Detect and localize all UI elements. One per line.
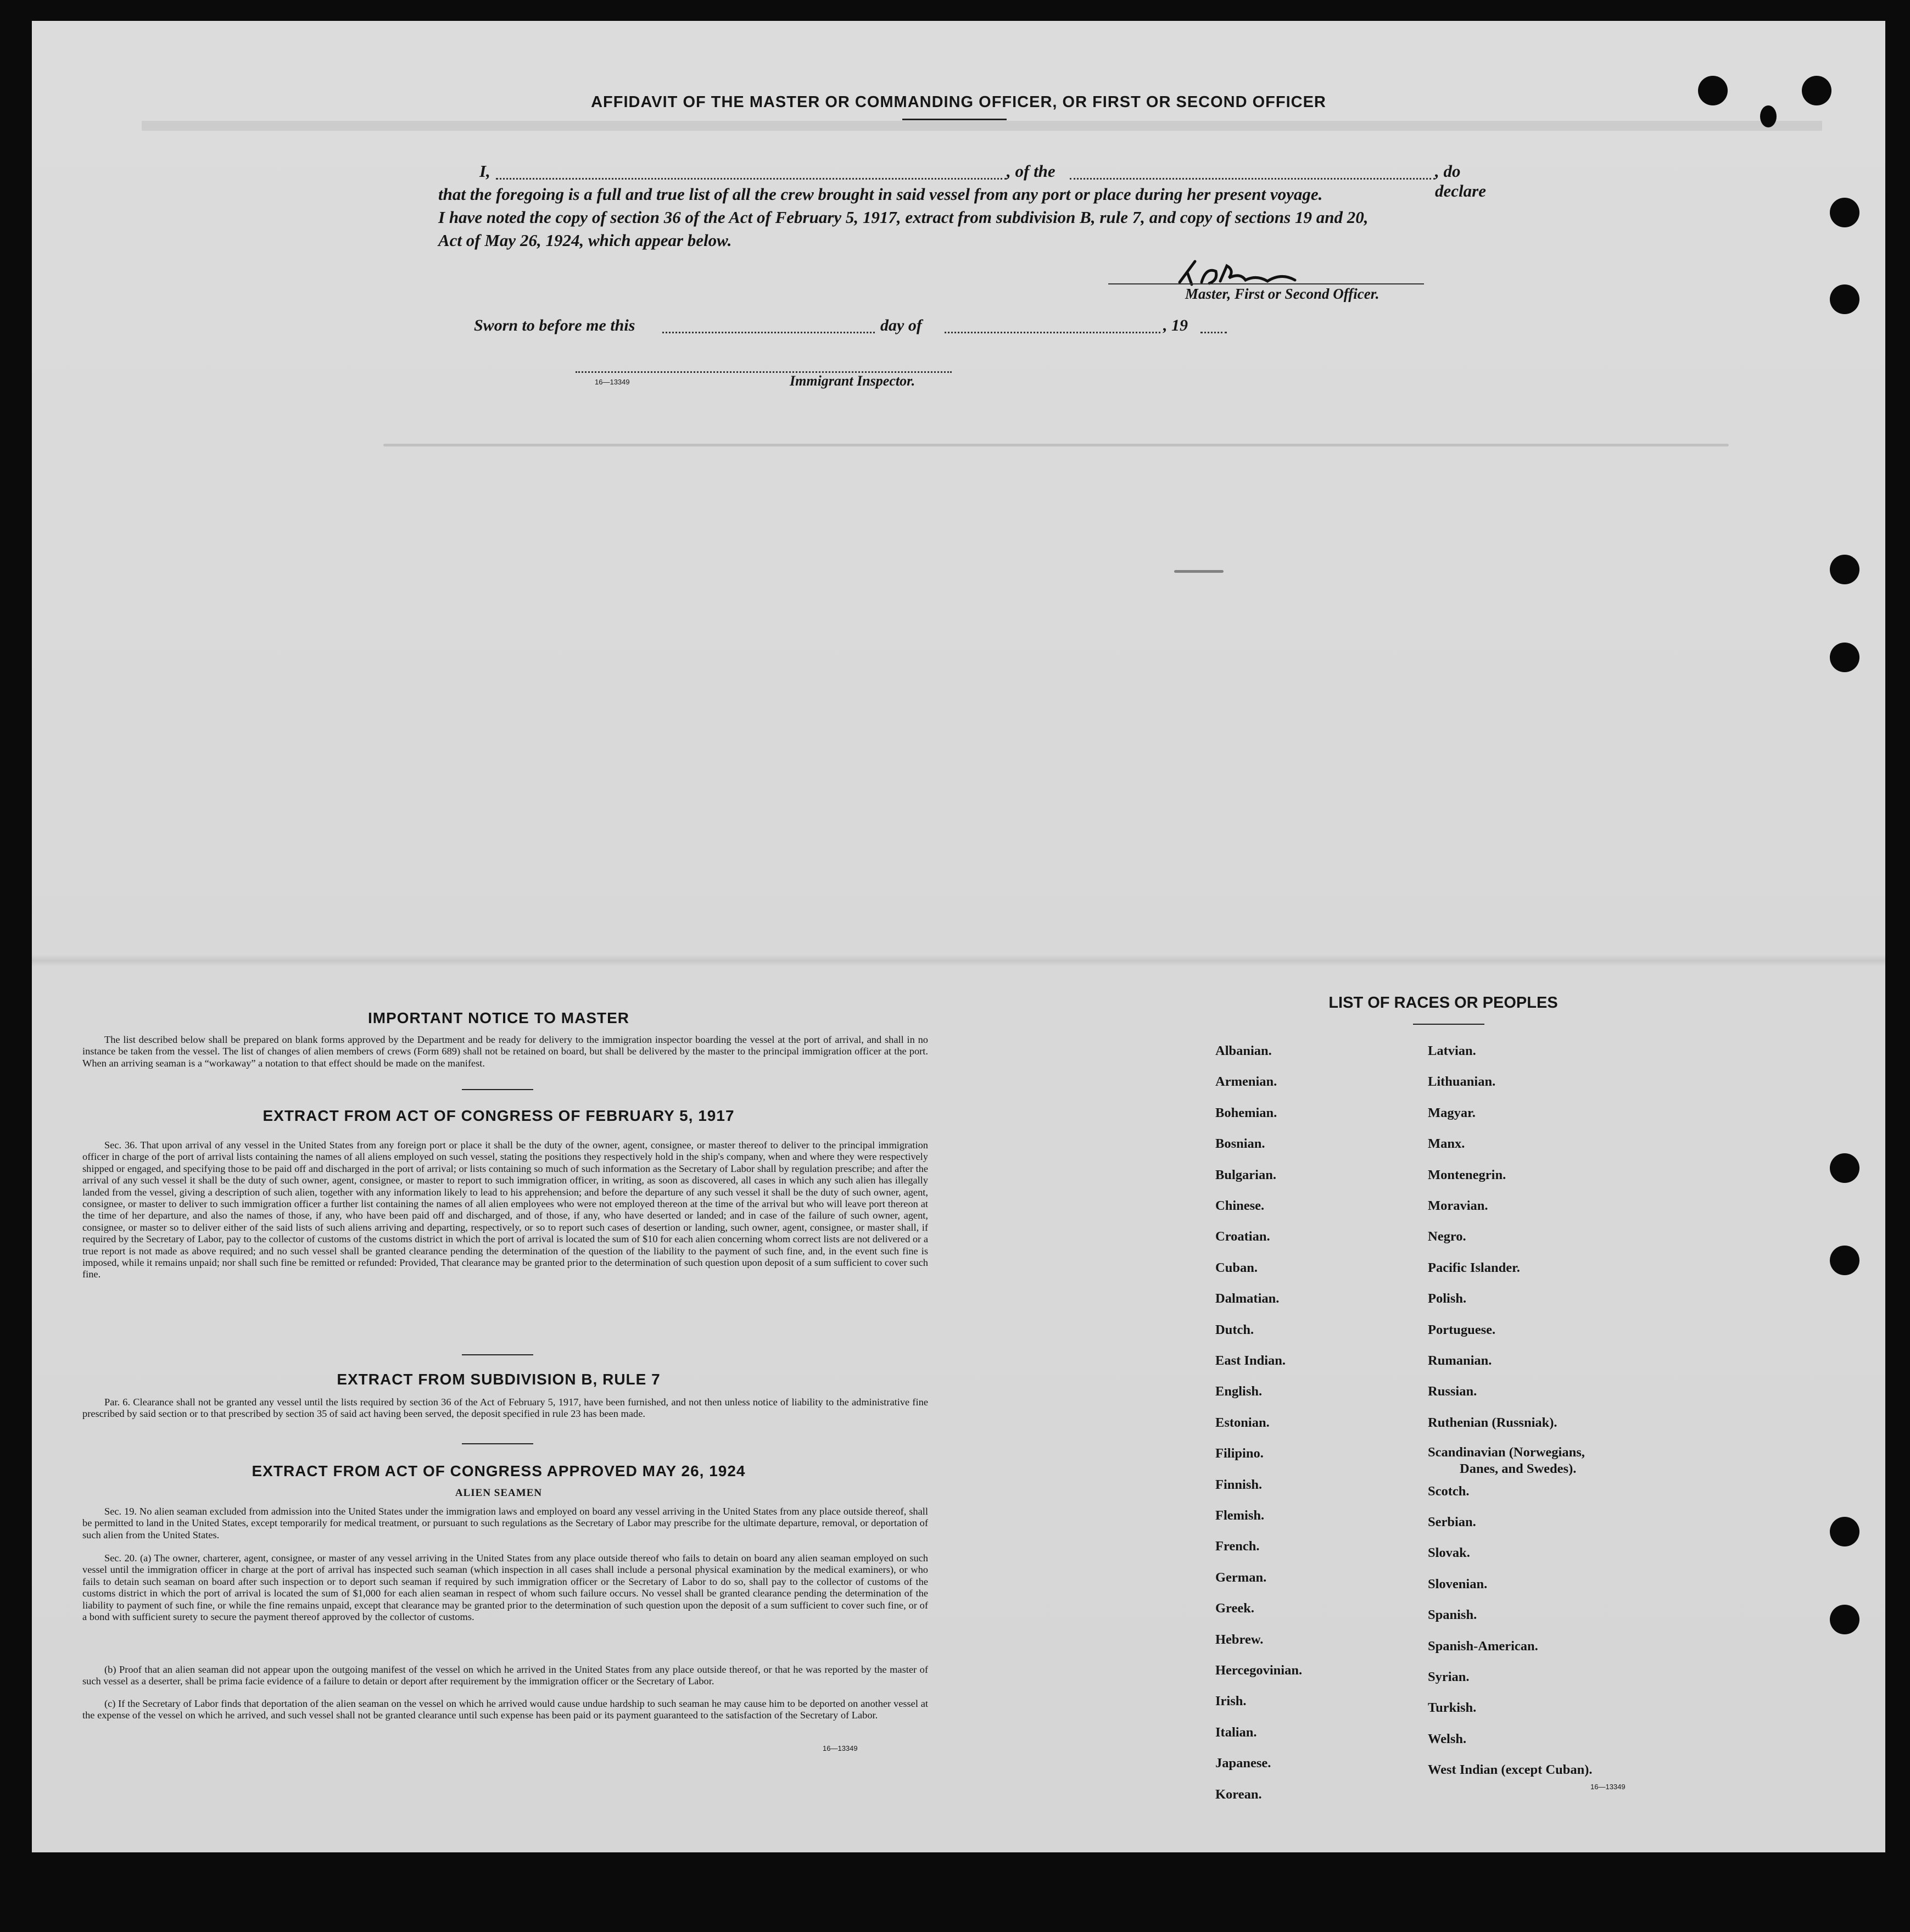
- signature-label: Master, First or Second Officer.: [1185, 286, 1380, 302]
- extract-rule7-text: Par. 6. Clearance shall not be granted any vessel until the lists required by section 36 of the Act of February 5, 1917, have been furnished, and not then unless notice of liability to the administrative fine prescribed by said section or to that prescribed by section 35 of said act having been served, the deposit specified in rule 23 has been made.: [82, 1397, 928, 1420]
- master-name-field[interactable]: [496, 178, 1007, 180]
- document-page: [32, 21, 1885, 1852]
- race-item: English.: [1215, 1384, 1263, 1399]
- extract-rule7-title: EXTRACT FROM SUBDIVISION B, RULE 7: [337, 1371, 661, 1388]
- race-item: Slovenian.: [1428, 1577, 1488, 1592]
- affidavit-line-3: I have noted the copy of section 36 of the Act of February 5, 1917, extract from subdivision B, rule 7, and copy of sections 19 and 20,: [438, 208, 1369, 227]
- punch-hole: [1760, 105, 1777, 127]
- sworn-year-field[interactable]: [1200, 332, 1227, 333]
- race-item: Greek.: [1215, 1601, 1254, 1616]
- bleed-through-band: [142, 121, 1822, 131]
- sec-19-text: Sec. 19. No alien seaman excluded from admission into the United States under the immigration laws and employed on board any vessel arriving in the United States from any place outside thereof, shall be permitted to land in the United States, except temporarily for medical treatment, or pursuant to such regulations as the Secretary of Labor may prescribe for the ultimate departure, removal, or deportation of such alien from the United States.: [82, 1506, 928, 1540]
- race-item: Negro.: [1428, 1229, 1466, 1244]
- race-item: Slovak.: [1428, 1545, 1470, 1560]
- race-item: Bosnian.: [1215, 1136, 1265, 1151]
- punch-hole: [1830, 1517, 1859, 1546]
- race-item: Croatian.: [1215, 1229, 1270, 1244]
- punch-hole: [1830, 198, 1859, 227]
- sworn-label: Sworn to before me this: [474, 316, 635, 334]
- sec-20a-text: Sec. 20. (a) The owner, charterer, agent, consignee, or master of any vessel arriving in the United States from any place outside thereof who fails to detain on board any alien seaman employed on such vessel until the immigration officer in charge at the port of arrival has inspected such seaman (which inspection in all cases shall include a personal physical examination by the medical examiners), or who fails to detain such seaman on board after such inspection or to deport such seaman if required by such immigration officer or the Secretary of Labor to do so, shall pay to the collector of customs of the customs district in which the port of arrival is located the sum of $1,000 for each alien seaman in respect of whom such failure occurs. No vessel shall be granted clearance pending the determination of the liability to payment of such fine, or while the fine remains unpaid, except that clearance may be granted prior to the determination of such question upon the deposit of a sum sufficient to cover such fine, or of a bond with sufficient surety to secure the payment thereof approved by the collector of customs.: [82, 1553, 928, 1623]
- form-number: 16—13349: [823, 1744, 858, 1752]
- race-item: Hebrew.: [1215, 1632, 1264, 1647]
- race-item: Chinese.: [1215, 1198, 1265, 1213]
- race-item: Serbian.: [1428, 1515, 1476, 1529]
- vessel-name-field[interactable]: [1070, 178, 1435, 180]
- race-item: Dutch.: [1215, 1322, 1254, 1337]
- race-item: Scandinavian (Norwegians,: [1428, 1445, 1585, 1460]
- race-item: Flemish.: [1215, 1508, 1265, 1523]
- race-item: Hercegovinian.: [1215, 1663, 1303, 1678]
- race-item: Korean.: [1215, 1787, 1262, 1802]
- race-item: Bulgarian.: [1215, 1168, 1276, 1182]
- sec-20b-text: (b) Proof that an alien seaman did not appear upon the outgoing manifest of the vessel on which he arrived in the United States from any place outside thereof, or that he was reported by the master of such vessel as a deserter, shall be prima facie evidence of a failure to detain or deport after requirement by the immigration officer or the Secretary of Labor.: [82, 1664, 928, 1687]
- affidavit-i: I,: [479, 161, 490, 181]
- race-item: West Indian (except Cuban).: [1428, 1762, 1593, 1777]
- affidavit-title: AFFIDAVIT OF THE MASTER OR COMMANDING OFFICER, OR FIRST OR SECOND OFFICER: [591, 93, 1326, 111]
- race-item: Albanian.: [1215, 1043, 1272, 1058]
- page-fold: [32, 954, 1885, 967]
- extract-1917-text: Sec. 36. That upon arrival of any vessel in the United States from any foreign port or place it shall be the duty of the owner, agent, consignee, or master thereof to deliver to the principal immigration officer in charge of the port of arrival lists containing the names of all aliens employed on such vessel, stating the positions they respectively hold in the ship's company, when and where they were respectively shipped or engaged, and specifying those to be paid off and discharged in the port of arrival; or lists containing so much of such information as the Secretary of Labor shall by regulation prescribe; and after the arrival of any such vessel it shall be the duty of such owner, agent, consignee, or master to report to such immigration officer, in writing, as soon as discovered, all cases in which any such alien has illegally landed from the vessel, giving a description of such alien, together with any information likely to lead to his apprehension; and before the departure of any such vessel it shall be the duty of such owner, agent, consignee, or master to deliver to such immigration officer a further list containing the names of all alien employees who were not employed thereon at the time of the arrival but who will leave port thereon at the time of her departure, and also the names of those, if any, who have been paid off and discharged, and of those, if any, who have deserted or landed; and in case of the failure of such owner, agent, consignee, or master so to deliver either of the said lists of such aliens arriving and departing, respectively, or so to report such cases of desertion or landing, such owner, agent, consignee, or master shall, if required by the Secretary of Labor, pay to the collector of customs of the customs district in which the port of arrival is located the sum of $10 for each alien concerning whom correct lists are not delivered or a true report is not made as above required; and no such vessel shall be granted clearance pending the determination of the question of the liability to the payment of such fine, and, in the event such fine is imposed, while it remains unpaid; nor shall such fine be remitted or refunded: Provided, That clearance may be granted prior to the determination of such question upon deposit of a sum sufficient to cover such fine.: [82, 1140, 928, 1280]
- affidavit-line-2: that the foregoing is a full and true list of all the crew brought in said vessel from any port or place during her present voyage.: [438, 185, 1323, 204]
- race-item: Montenegrin.: [1428, 1168, 1506, 1182]
- signature-line[interactable]: [1108, 283, 1424, 284]
- stray-mark: [1174, 570, 1224, 573]
- race-item: Japanese.: [1215, 1756, 1271, 1771]
- race-item: Danes, and Swedes).: [1460, 1461, 1577, 1476]
- section-divider: [462, 1089, 533, 1090]
- race-item: Filipino.: [1215, 1446, 1264, 1461]
- form-number: 16—13349: [1590, 1783, 1626, 1791]
- race-item: Rumanian.: [1428, 1353, 1492, 1368]
- race-item: Spanish.: [1428, 1607, 1477, 1622]
- inspector-label: Immigrant Inspector.: [790, 373, 915, 389]
- extract-1924-title: EXTRACT FROM ACT OF CONGRESS APPROVED MAY 26, 1924: [252, 1462, 746, 1479]
- title-underline: [1413, 1024, 1484, 1025]
- section-divider: [462, 1443, 533, 1444]
- race-item: Cuban.: [1215, 1260, 1258, 1275]
- race-item: Ruthenian (Russniak).: [1428, 1415, 1557, 1430]
- bleed-through-line: [383, 444, 1729, 446]
- race-item: Moravian.: [1428, 1198, 1488, 1213]
- punch-hole: [1802, 76, 1831, 105]
- race-item: Portuguese.: [1428, 1322, 1496, 1337]
- race-item: Scotch.: [1428, 1484, 1470, 1499]
- sworn-month-field[interactable]: [945, 332, 1160, 333]
- title-underline: [902, 119, 1007, 120]
- form-number: 16—13349: [595, 378, 630, 386]
- race-item: Manx.: [1428, 1136, 1465, 1151]
- race-item: Lithuanian.: [1428, 1074, 1496, 1089]
- sec-20c-text: (c) If the Secretary of Labor finds that deportation of the alien seaman on the vessel on which he arrived would cause undue hardship to such seaman he may cause him to be deported on another vessel at the expense of the vessel on which he arrived, and such vessel shall not be granted clearance until such expense has been paid or its payment guaranteed to the satisfaction of the Secretary of Labor.: [82, 1698, 928, 1721]
- race-item: Irish.: [1215, 1694, 1247, 1708]
- race-item: Pacific Islander.: [1428, 1260, 1520, 1275]
- punch-hole: [1830, 643, 1859, 672]
- notice-text: The list described below shall be prepared on blank forms approved by the Department and be ready for delivery to the immigration inspector boarding the vessel at the port of arrival, and shall in no instance be taken from the vessel. The list of changes of alien members of crews (Form 689) shall not be retained on board, but shall be delivered by the master to the principal immigration officer at the port. When an arriving seaman is a “workaway” a notation to that effect should be made on the manifest.: [82, 1034, 928, 1069]
- punch-hole: [1830, 284, 1859, 314]
- sworn-day-field[interactable]: [662, 332, 875, 333]
- race-item: Latvian.: [1428, 1043, 1476, 1058]
- punch-hole: [1830, 555, 1859, 584]
- race-item: Spanish-American.: [1428, 1639, 1538, 1654]
- race-item: Russian.: [1428, 1384, 1477, 1399]
- race-item: Polish.: [1428, 1291, 1467, 1306]
- race-item: Finnish.: [1215, 1477, 1263, 1492]
- race-item: Welsh.: [1428, 1732, 1467, 1746]
- section-divider: [462, 1354, 533, 1355]
- affidavit-declare: , do declare: [1435, 161, 1486, 200]
- notice-title: IMPORTANT NOTICE TO MASTER: [367, 1009, 630, 1026]
- race-item: East Indian.: [1215, 1353, 1286, 1368]
- alien-seamen-subtitle: ALIEN SEAMEN: [455, 1487, 543, 1499]
- race-item: French.: [1215, 1539, 1260, 1554]
- punch-hole: [1830, 1605, 1859, 1634]
- race-item: Bohemian.: [1215, 1105, 1277, 1120]
- affidavit-of-the: , of the: [1007, 161, 1055, 181]
- affidavit-line-4: Act of May 26, 1924, which appear below.: [438, 231, 732, 250]
- race-item: Turkish.: [1428, 1700, 1477, 1715]
- race-item: Armenian.: [1215, 1074, 1277, 1089]
- punch-hole: [1830, 1246, 1859, 1275]
- race-item: Dalmatian.: [1215, 1291, 1280, 1306]
- punch-hole: [1830, 1153, 1859, 1183]
- year-label: , 19: [1163, 316, 1188, 334]
- races-title: LIST OF RACES OR PEOPLES: [1328, 994, 1558, 1012]
- race-item: Syrian.: [1428, 1669, 1470, 1684]
- race-item: German.: [1215, 1570, 1267, 1585]
- race-item: Magyar.: [1428, 1105, 1476, 1120]
- punch-hole: [1698, 76, 1728, 105]
- day-of-label: day of: [880, 316, 922, 334]
- race-item: Estonian.: [1215, 1415, 1270, 1430]
- extract-1917-title: EXTRACT FROM ACT OF CONGRESS OF FEBRUARY 5, 1917: [263, 1107, 735, 1124]
- race-item: Italian.: [1215, 1725, 1257, 1740]
